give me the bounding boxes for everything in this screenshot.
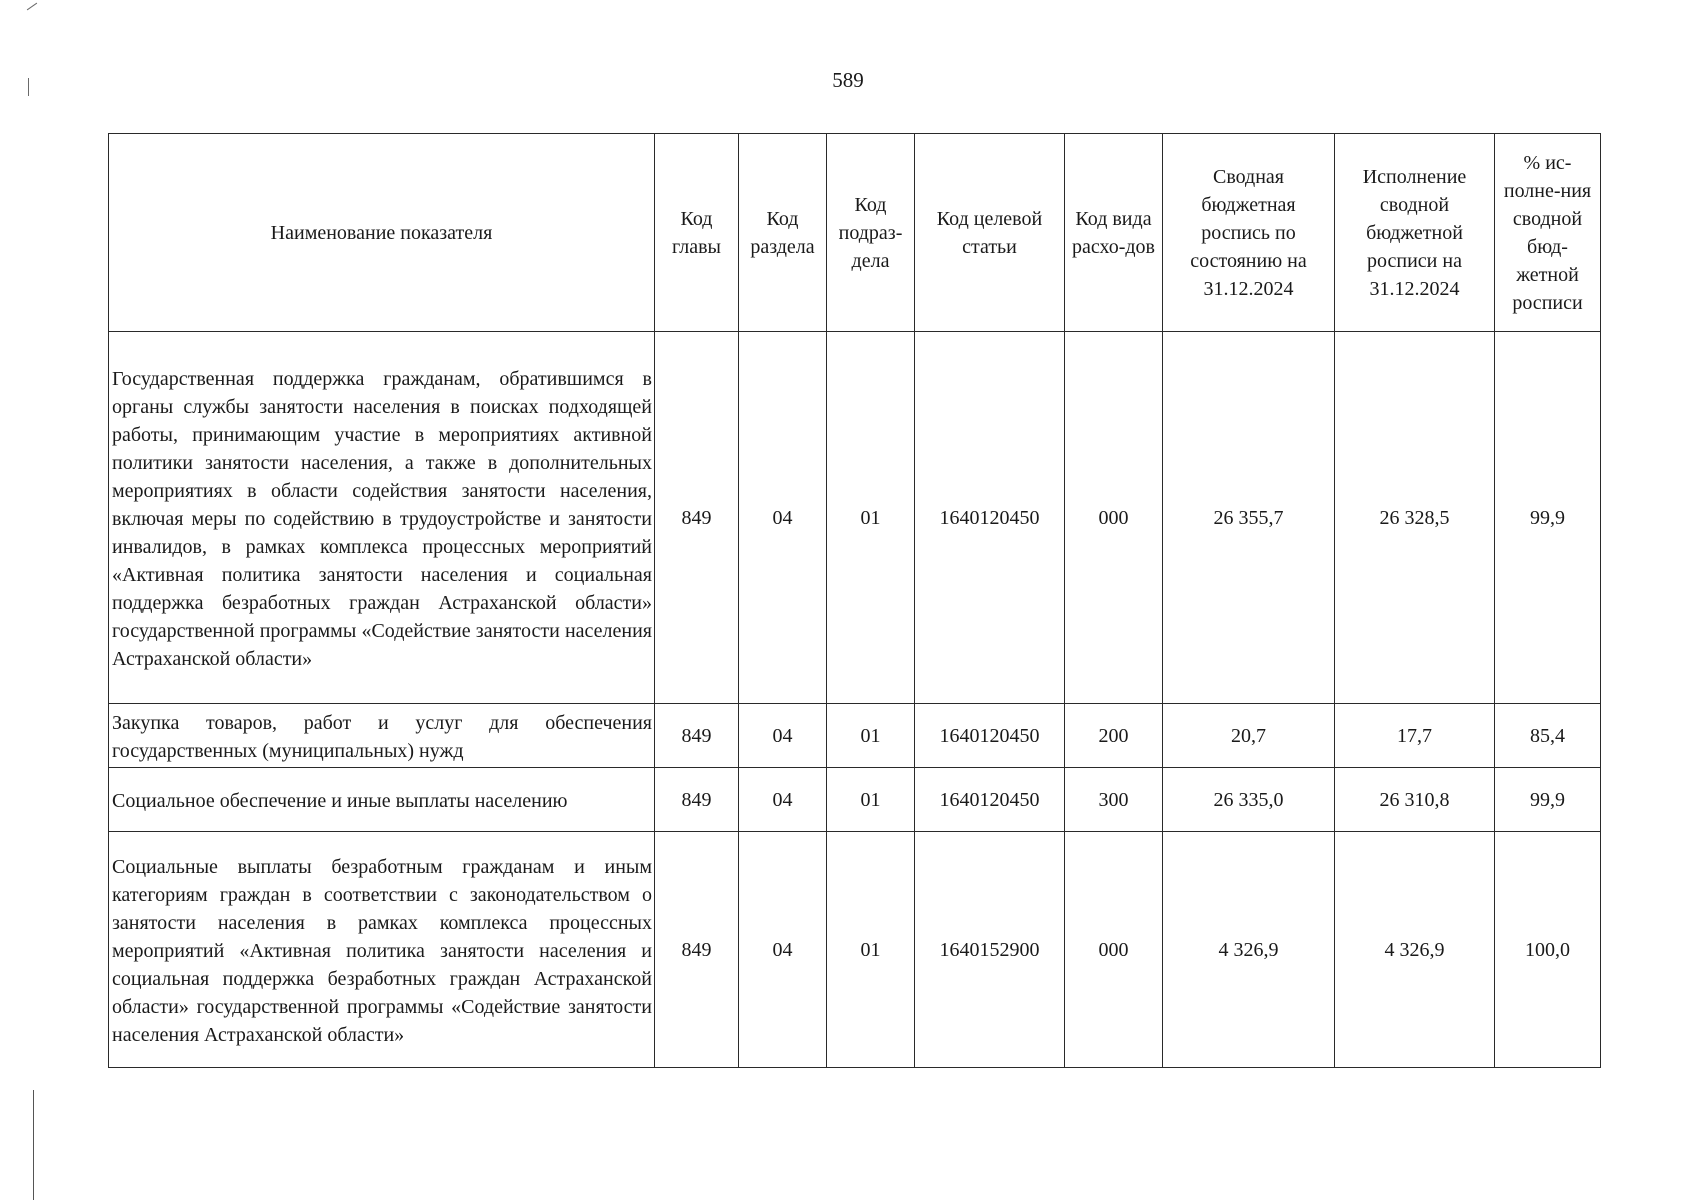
row-procent: 85,4 — [1495, 704, 1601, 768]
header-kod-podrazdela: Код подраз-дела — [827, 134, 915, 332]
row-kod-glavy: 849 — [655, 332, 739, 704]
page-number: 589 — [832, 68, 864, 92]
row-svodnaya-rospis: 20,7 — [1163, 704, 1335, 768]
table-row — [109, 332, 1601, 704]
row-kod-razdela: 04 — [739, 332, 827, 704]
row-ispolnenie: 26 310,8 — [1335, 768, 1495, 832]
row-ispolnenie: 26 328,5 — [1335, 332, 1495, 704]
row-kod-podrazdela: 01 — [827, 832, 915, 1068]
row-procent: 99,9 — [1495, 768, 1601, 832]
header-kod-vida-rashodov: Код вида расхо-дов — [1065, 134, 1163, 332]
row-kod-vida-rashodov: 300 — [1065, 768, 1163, 832]
row-kod-celevoi-stati: 1640120450 — [915, 704, 1065, 768]
row-kod-podrazdela: 01 — [827, 332, 915, 704]
header-kod-celevoi-stati: Код целевой статьи — [915, 134, 1065, 332]
row-kod-celevoi-stati: 1640152900 — [915, 832, 1065, 1068]
row-name: Государственная поддержка гражданам, обратившимся в органы службы занятости населения в поисках подходящей работы, принимающим участие в мероприятиях активной политики занятости населения, а также в дополнительных мероприятиях в области содействия занятости населения, включая меры по содействию в трудоустройстве и занятости инвалидов, в рамках комплекса процессных мероприятий «Активная политика занятости населения и социальная поддержка безработных граждан Астраханской области» государственной программы «Содействие занятости населения Астраханской области» — [109, 332, 655, 704]
budget-execution-table — [108, 133, 1601, 1068]
header-kod-razdela: Код раздела — [739, 134, 827, 332]
header-name: Наименование показателя — [109, 134, 655, 332]
row-name: Социальные выплаты безработным гражданам и иным категориям граждан в соответствии с законодательством о занятости населения в рамках комплекса процессных мероприятий «Активная политика занятости населения и социальная поддержка безработных граждан Астраханской области» государственной программы «Содействие занятости населения Астраханской области» — [109, 832, 655, 1068]
table-row — [109, 704, 1601, 768]
row-procent: 99,9 — [1495, 332, 1601, 704]
table-row — [109, 768, 1601, 832]
row-kod-razdela: 04 — [739, 704, 827, 768]
row-kod-podrazdela: 01 — [827, 768, 915, 832]
scan-artifact-mark — [27, 3, 37, 11]
scan-page-edge — [33, 1090, 34, 1200]
row-kod-celevoi-stati: 1640120450 — [915, 332, 1065, 704]
row-kod-celevoi-stati: 1640120450 — [915, 768, 1065, 832]
row-kod-vida-rashodov: 000 — [1065, 832, 1163, 1068]
row-kod-glavy: 849 — [655, 704, 739, 768]
row-kod-vida-rashodov: 000 — [1065, 332, 1163, 704]
row-svodnaya-rospis: 4 326,9 — [1163, 832, 1335, 1068]
row-svodnaya-rospis: 26 335,0 — [1163, 768, 1335, 832]
row-procent: 100,0 — [1495, 832, 1601, 1068]
row-kod-razdela: 04 — [739, 832, 827, 1068]
row-kod-razdela: 04 — [739, 768, 827, 832]
row-name: Социальное обеспечение и иные выплаты населению — [109, 768, 655, 832]
row-kod-vida-rashodov: 200 — [1065, 704, 1163, 768]
header-ispolnenie: Исполнение сводной бюджетной росписи на 31.12.2024 — [1335, 134, 1495, 332]
table-header-row — [109, 134, 1601, 332]
header-procent: % ис-полне-ния сводной бюд-жетной росписи — [1495, 134, 1601, 332]
header-svodnaya-rospis: Сводная бюджетная роспись по состоянию на 31.12.2024 — [1163, 134, 1335, 332]
row-kod-podrazdela: 01 — [827, 704, 915, 768]
row-kod-glavy: 849 — [655, 768, 739, 832]
table-row — [109, 832, 1601, 1068]
row-svodnaya-rospis: 26 355,7 — [1163, 332, 1335, 704]
header-kod-glavy: Код главы — [655, 134, 739, 332]
row-ispolnenie: 17,7 — [1335, 704, 1495, 768]
row-ispolnenie: 4 326,9 — [1335, 832, 1495, 1068]
row-name: Закупка товаров, работ и услуг для обеспечения государственных (муниципальных) нужд — [109, 704, 655, 768]
row-kod-glavy: 849 — [655, 832, 739, 1068]
